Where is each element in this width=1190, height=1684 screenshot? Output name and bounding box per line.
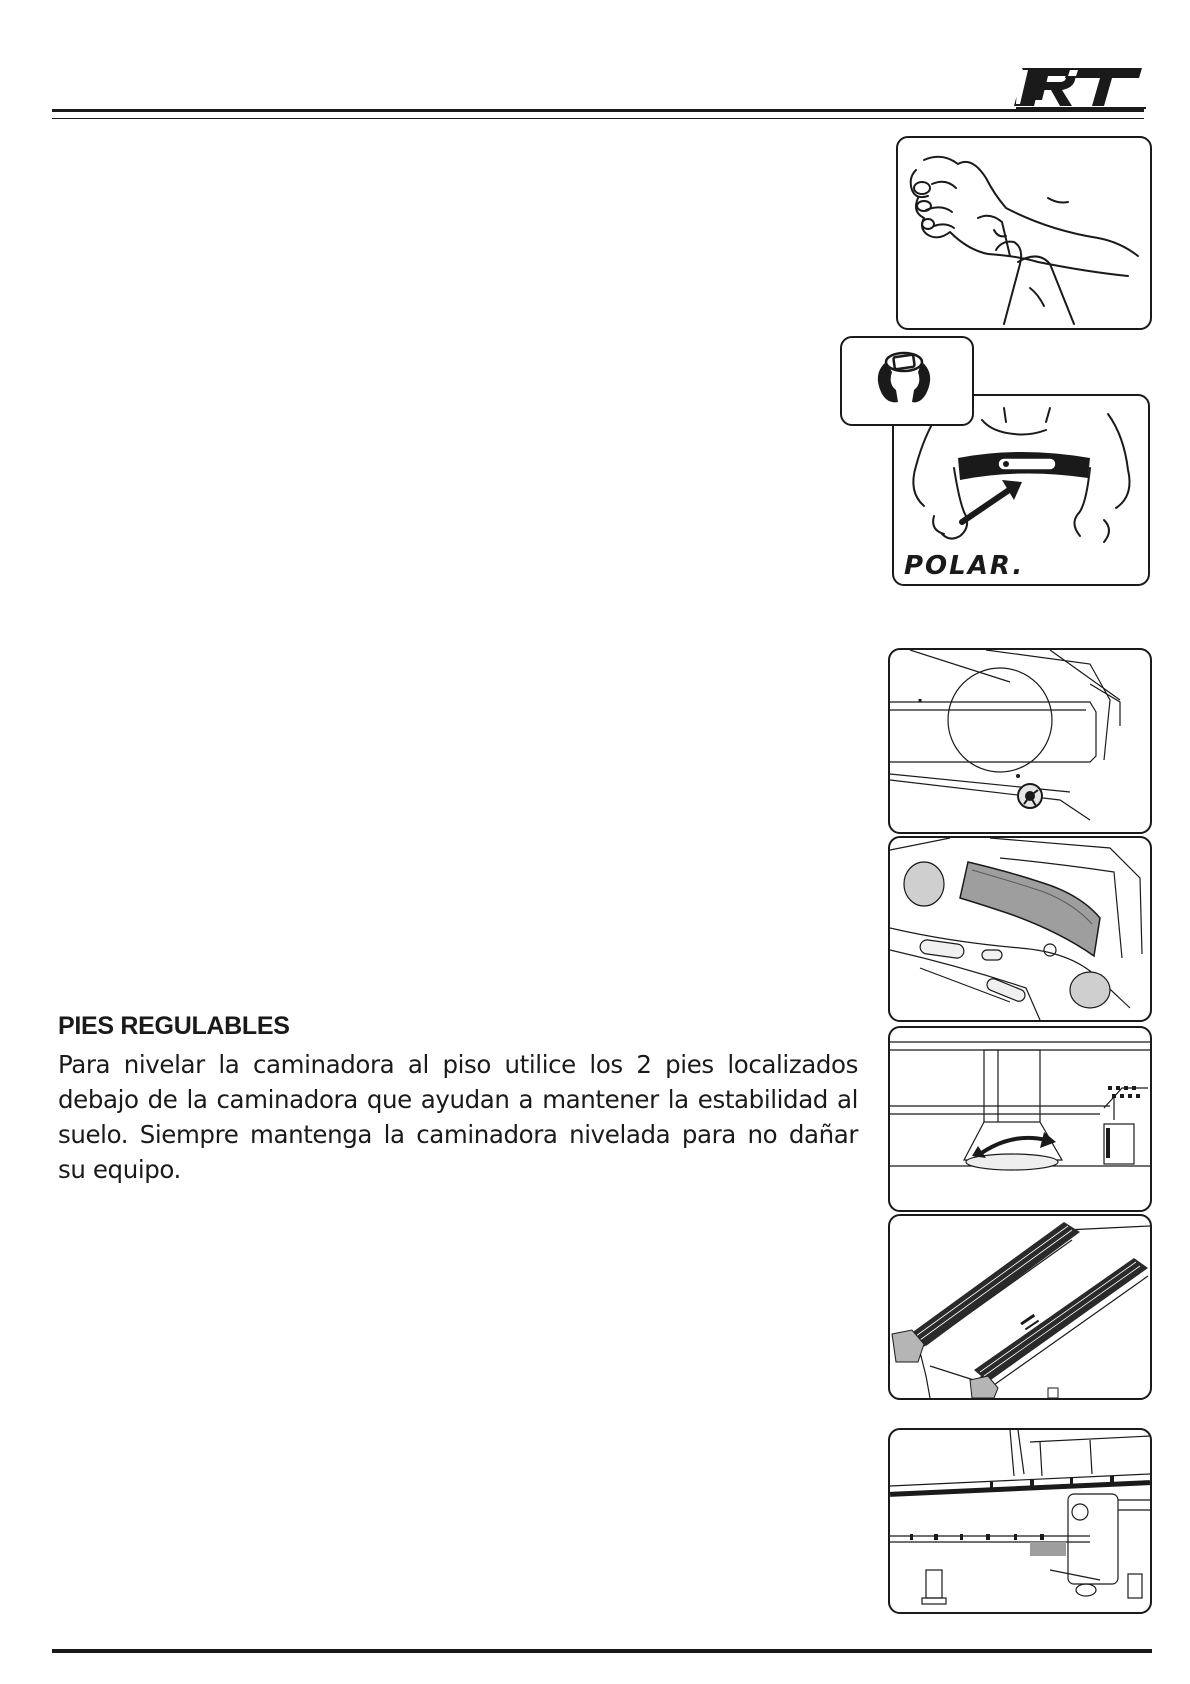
figure-deck-side — [888, 1428, 1152, 1614]
figure-wrist-pulse — [896, 136, 1152, 330]
console-illustration — [890, 650, 1150, 832]
belt-rollers-illustration — [890, 1216, 1150, 1398]
section-title: PIES REGULABLES — [58, 1012, 290, 1040]
wrist-pulse-illustration — [898, 138, 1150, 328]
polar-logo-text: POLAR. — [904, 551, 1025, 581]
header-rule-thick — [52, 109, 1144, 112]
figure-console-top — [888, 648, 1152, 834]
console-cover-illustration — [890, 838, 1150, 1020]
adjustable-foot-illustration — [890, 1028, 1150, 1210]
figure-watch-inset — [840, 336, 974, 426]
footer-rule — [52, 1649, 1152, 1653]
watch-illustration — [842, 338, 972, 424]
deck-side-illustration — [890, 1430, 1150, 1612]
section-body: Para nivelar la caminadora al piso utilice los 2 pies localizados debajo de la caminadora que ayudan a mantener la estabilidad al suelo. Siempre mantenga la caminadora nivelada para no dañar su equipo. — [58, 1050, 858, 1184]
figure-console-cover — [888, 836, 1152, 1022]
figure-adjustable-foot — [888, 1026, 1152, 1212]
adjustable-feet-section — [58, 1012, 858, 1187]
svg-text:▪: ▪ — [918, 697, 923, 704]
rt-logo — [1008, 64, 1148, 110]
figure-belt-rollers — [888, 1214, 1152, 1400]
header-rule-thin — [52, 118, 1144, 119]
